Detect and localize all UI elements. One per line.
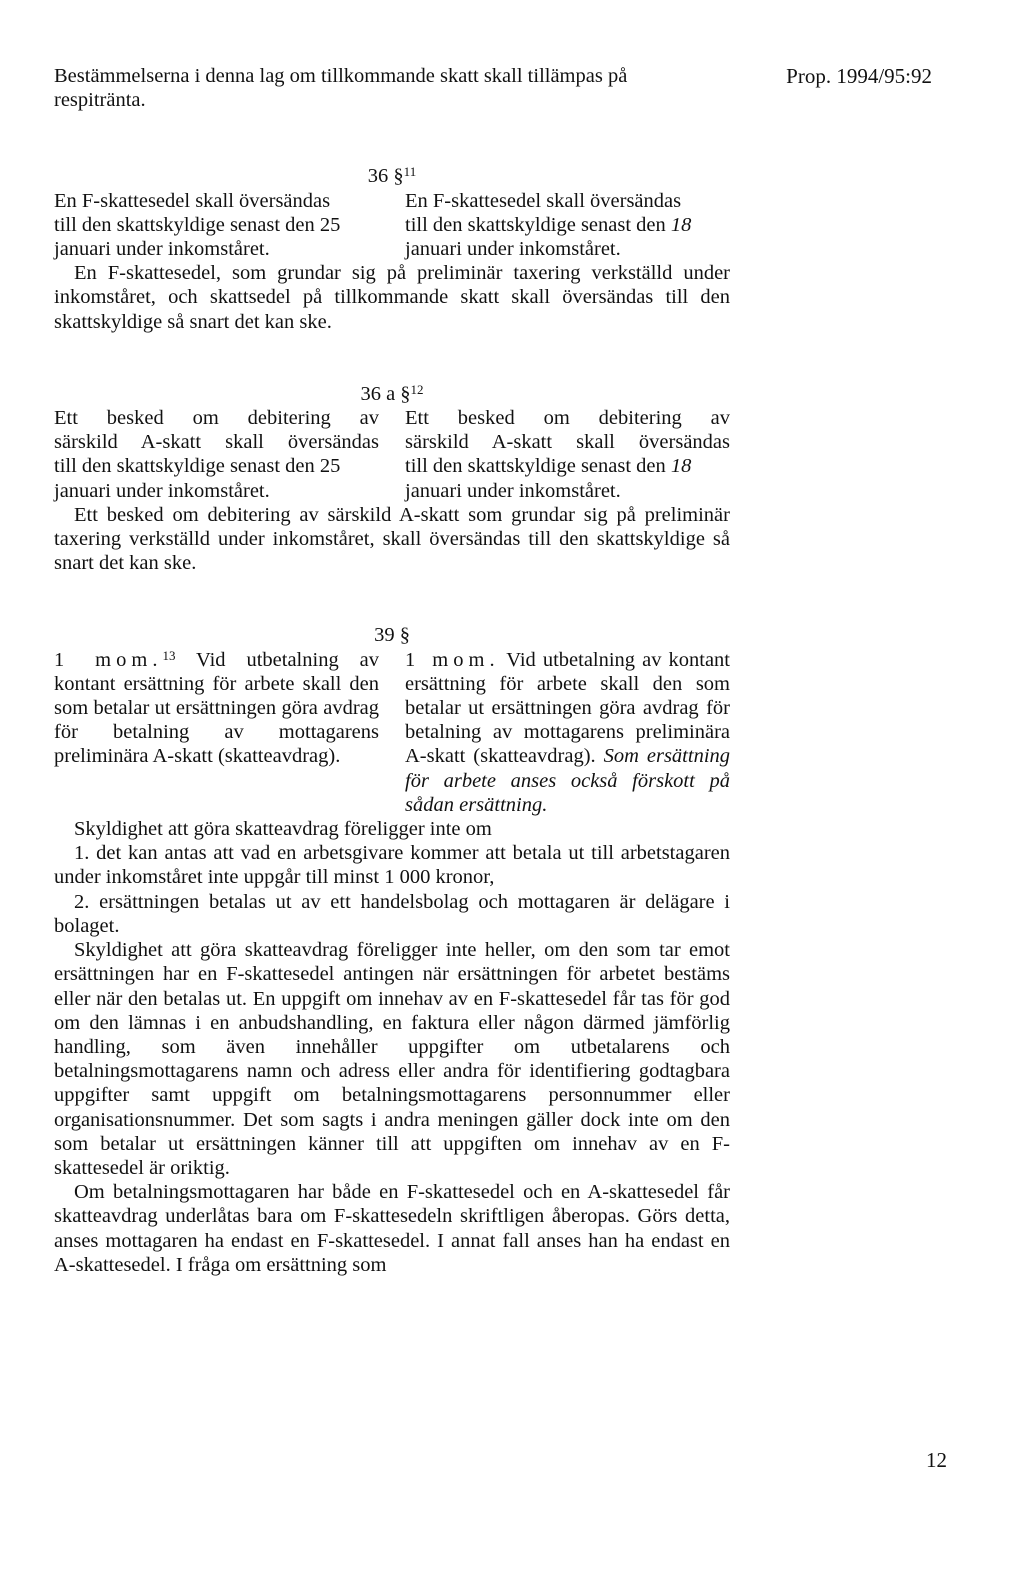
page-number: 12 xyxy=(926,1448,947,1472)
section-39-old-body: Vid utbetalning av kontant ersättning för arbete skall den som betalar ut ersättningen göra avdrag för betalning av mottagarens preliminära A-skatt (skatteavdrag). xyxy=(54,648,379,768)
section-39-comparison xyxy=(54,648,730,817)
footnote-ref-11: 11 xyxy=(403,164,417,180)
section-39-new-wording xyxy=(405,648,730,817)
section-36a-title: 36 a § xyxy=(360,382,411,405)
section-36-comparison xyxy=(54,189,730,262)
section-36a-old-line-4: januari under inkomståret. xyxy=(54,479,270,502)
section-39-shared xyxy=(54,817,730,1277)
section-36 xyxy=(54,164,730,333)
section-36-old-line-1: En F-skattesedel skall översändas xyxy=(54,189,331,212)
section-36a-old-line-3: till den skattskyldige senast den 25 xyxy=(54,455,341,478)
proposition-reference: Prop. 1994/95:92 xyxy=(786,64,932,88)
footnote-ref-12: 12 xyxy=(410,381,424,397)
section-36-shared xyxy=(54,261,730,334)
section-39-item-2: 2. ersättningen betalas ut av ett handelsbolag och mottagaren är delägare i bolaget. xyxy=(54,890,730,937)
section-36-new-line-2: till den skattskyldige senast den 18 xyxy=(405,213,692,236)
section-36-shared-paragraph: En F-skattesedel, som grundar sig på preliminär taxering verkställd under inkomståret, och skattsedel på tillkommande skatt skall översändas till den skattskyldige så snart det kan ske. xyxy=(54,262,730,333)
section-39-heading: 39 § xyxy=(374,624,410,647)
section-36a-heading xyxy=(54,382,730,406)
section-39-item-1: 1. det kan antas att vad en arbetsgivare kommer att betala ut till arbetstagaren under inkomståret inte uppgår till minst 1 000 kronor, xyxy=(54,842,730,889)
section-36-title: 36 § xyxy=(367,165,404,188)
section-36a-new-line-2: särskild A-skatt skall översändas xyxy=(405,431,730,454)
section-39-paragraph-3: Om betalningsmottagaren har både en F-skattesedel och en A-skattesedel får skatteavdrag underlåtas bara om F-skattesedeln skriftligen åberopas. Görs detta, anses mottagaren ha endast en F-skattesedel. I annat fall anses han ha endast en A-skattesedel. I fråga om ersättning som xyxy=(54,1181,730,1276)
section-39-new-text xyxy=(405,648,730,817)
intro-line-2: respitränta. xyxy=(54,89,146,112)
section-39-paragraph-2: Skyldighet att göra skatteavdrag föreligger inte heller, om den som tar emot ersättningen har en F-skattesedel antingen när ersättningen för arbetet bestäms eller när den betalas ut. En uppgift om innehav av en F-skattesedel får tas för god om den lämnas i en anbudshandling, en faktura eller någon därmed jämförlig handling, som även innehåller uppgifter om utbetalarens och betalningsmottagarens namn och adress eller andra för identifiering godtagbara uppgifter samt uppgift om betalningsmottagarens personnummer eller organisationsnummer. Det som sagts i andra meningen gäller dock inte om den som betalar ut ersättningen känner till att uppgiften om innehav av en F-skattesedel är oriktig. xyxy=(54,939,730,1179)
section-36-new-wording xyxy=(405,189,730,262)
section-36a-old-wording xyxy=(54,406,379,503)
section-39-new-addition: Som ersättning för arbete anses också förskott på sådan ersättning. xyxy=(405,745,731,816)
footnote-ref-13: 13 xyxy=(162,647,176,663)
section-36-new-line-1: En F-skattesedel skall översändas xyxy=(405,189,682,212)
section-36a-shared-paragraph: Ett besked om debitering av särskild A-skatt som grundar sig på preliminär taxering verkställd under inkomståret, skall översändas till den skattskyldige så snart det kan ske. xyxy=(54,503,730,575)
section-36a-new-line-3: till den skattskyldige senast den 18 xyxy=(405,455,692,478)
section-36a-old-line-2: särskild A-skatt skall översändas xyxy=(54,431,379,454)
section-36a-new-line-4: januari under inkomståret. xyxy=(405,479,621,502)
section-36a-new-wording xyxy=(405,406,730,503)
section-36a-comparison xyxy=(54,406,730,503)
section-36a-old-line-1: Ett besked om debitering av xyxy=(54,407,379,430)
document-body xyxy=(54,64,730,1277)
section-36-old-line-2: till den skattskyldige senast den 25 xyxy=(54,213,341,236)
section-39-old-text xyxy=(54,648,379,769)
section-39-old-wording xyxy=(54,648,379,817)
section-36a-shared xyxy=(54,503,730,576)
section-36-old-wording xyxy=(54,189,379,262)
section-36-heading xyxy=(54,164,730,188)
section-39 xyxy=(54,623,730,1276)
section-39-new-body: Vid utbetalning av kontant ersättning för arbete skall den som betalar ut ersättningen göra avdrag för betalning av mottagarens preliminära A-skatt (skatteavdrag). xyxy=(405,648,730,768)
intro-paragraph xyxy=(54,64,730,112)
section-36-new-line-3: januari under inkomståret. xyxy=(405,238,621,261)
section-36-old-line-3: januari under inkomståret. xyxy=(54,238,270,261)
section-36a xyxy=(54,382,730,576)
section-36a-new-line-1: Ett besked om debitering av xyxy=(405,407,730,430)
mom-label-old: 1 mom. xyxy=(54,648,163,671)
intro-line-1: Bestämmelserna i denna lag om tillkommande skatt skall tillämpas på xyxy=(54,65,628,87)
section-39-paragraph-1: Skyldighet att göra skatteavdrag föreligger inte om xyxy=(74,818,492,841)
mom-label-new: 1 mom. xyxy=(405,648,500,671)
